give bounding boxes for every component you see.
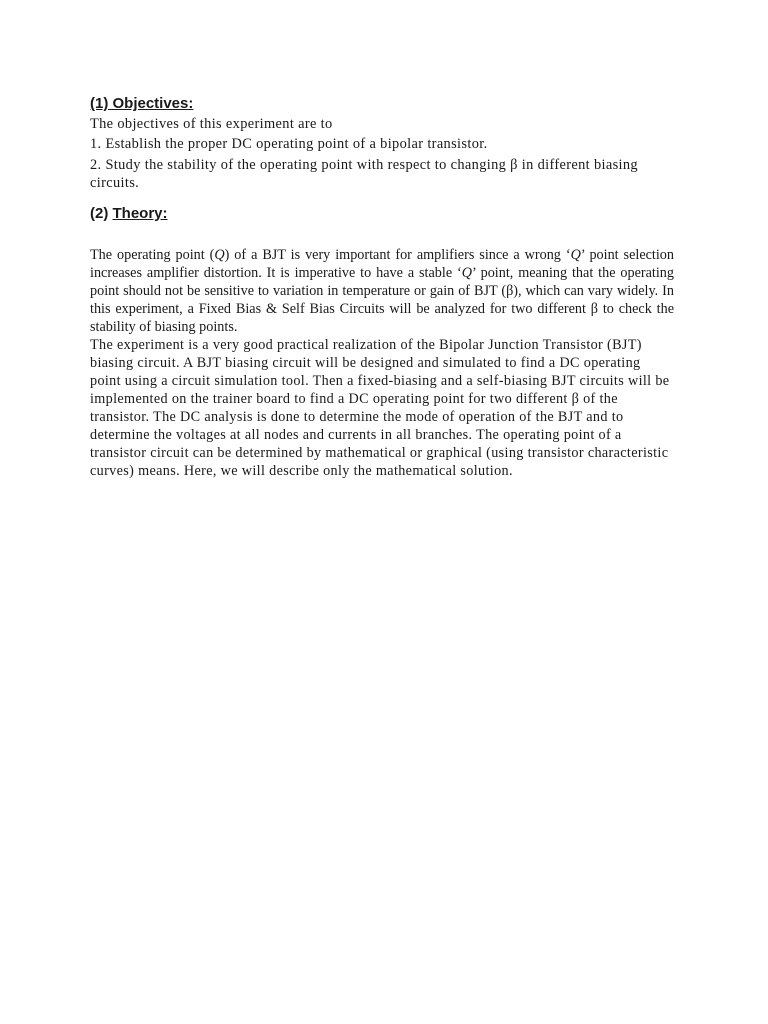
theory-p1-text-1: The operating point ( [90,247,215,263]
theory-heading-title: Theory: [112,205,168,222]
theory-p1-text-3: ’ point selection increases amplifier distortion. It is imperative to have a stable ‘ [90,247,674,281]
objectives-intro: The objectives of this experiment are to [90,116,333,132]
theory-heading-number: (2) [90,205,113,222]
q-symbol: Q [461,265,473,281]
objective-item-2: 2. Study the stability of the operating point with respect to changing β in different biasing circuits. [90,157,638,191]
q-symbol: Q [214,247,225,263]
theory-paragraph-1 [90,246,674,336]
q-symbol: Q [570,247,581,263]
document-page [90,94,674,480]
theory-p1-text-2: ) of a BJT is very important for amplifiers since a wrong ‘ [224,247,571,263]
objective-item-1: 1. Establish the proper DC operating point of a bipolar transistor. [90,136,488,152]
objectives-heading: (1) Objectives: [90,95,194,112]
theory-paragraph-2: The experiment is a very good practical realization of the Bipolar Junction Transistor (BJT) biasing circuit. A BJT biasing circuit will be designed and simulated to find a DC operating point using a circuit simulation tool. Then a fixed-biasing and a self-biasing BJT circuits will be implemented on the trainer board to find a DC operating point for two different β of the transistor. The DC analysis is done to determine the mode of operation of the BJT and to determine the voltages at all nodes and currents in all branches. The operating point of a transistor circuit can be determined by mathematical or graphical (using transistor characteristic curves) means. Here, we will describe only the mathematical solution. [90,337,670,479]
theory-heading [90,204,674,224]
theory-p1-text-4: ’ point, meaning that the operating point should not be sensitive to variation in temperature or gain of BJT (β), which can vary widely. In this experiment, a Fixed Bias & Self Bias Circuits will be analyzed for two different β to check the stability of biasing points. [90,265,674,335]
